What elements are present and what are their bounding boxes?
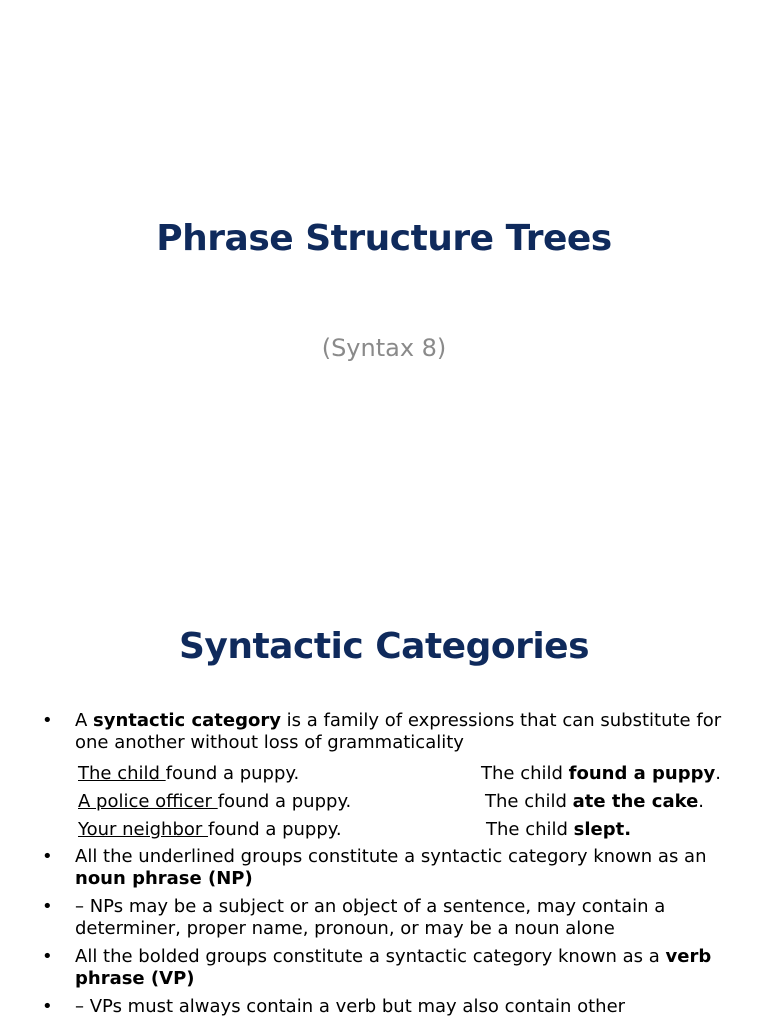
- example-text: .: [698, 791, 705, 812]
- bold-term: noun phrase (NP): [75, 868, 253, 889]
- example-text: The child: [485, 791, 573, 812]
- bold-phrase: slept.: [573, 819, 632, 840]
- example-right: [485, 791, 704, 813]
- bullet-item: [0, 946, 768, 990]
- bold-term: syntactic category: [93, 710, 281, 731]
- example-left: [78, 819, 342, 841]
- slide-title: Phrase Structure Trees: [156, 218, 612, 259]
- bullet-text: All the bolded groups constitute a syntactic category known as a: [75, 946, 666, 967]
- example-text: found a puppy.: [217, 791, 352, 812]
- example-row: [0, 816, 768, 844]
- example-text: The child: [486, 819, 574, 840]
- example-row: [0, 760, 768, 788]
- bullet-text: A: [75, 710, 94, 731]
- slide-title: Syntactic Categories: [178, 626, 590, 667]
- bold-phrase: found a puppy: [568, 763, 716, 784]
- bullet-text: – VPs must always contain a verb but may also contain other: [75, 996, 626, 1017]
- bold-term: verb phrase (VP): [75, 946, 712, 989]
- bullet-item: [0, 896, 768, 940]
- bold-phrase: ate the cake: [572, 791, 699, 812]
- bullet-text: is a family of expressions that can substitute for one another without loss of grammaticality: [75, 710, 722, 753]
- example-text: found a puppy.: [165, 763, 300, 784]
- example-row: [0, 788, 768, 816]
- bullet-item: [0, 996, 768, 1018]
- underlined-phrase: A police officer: [78, 791, 218, 812]
- example-right: [486, 819, 631, 841]
- example-text: The child: [481, 763, 569, 784]
- example-left: [78, 791, 351, 813]
- underlined-phrase: Your neighbor: [78, 819, 209, 840]
- slide-subtitle: (Syntax 8): [321, 334, 447, 362]
- slide-2: [0, 560, 768, 1024]
- bullet-text: – NPs may be a subject or an object of a sentence, may contain a determiner, proper name, pronoun, or may be a noun alone: [75, 896, 666, 939]
- bullet-item: [0, 846, 768, 890]
- example-left: [78, 763, 299, 785]
- example-right: [481, 763, 721, 785]
- example-text: .: [715, 763, 721, 784]
- underlined-phrase: The child: [78, 763, 166, 784]
- slide-content: [0, 710, 768, 1024]
- example-text: found a puppy.: [208, 819, 342, 840]
- bullet-item: [0, 710, 768, 754]
- bullet-text: All the underlined groups constitute a syntactic category known as an: [75, 846, 707, 867]
